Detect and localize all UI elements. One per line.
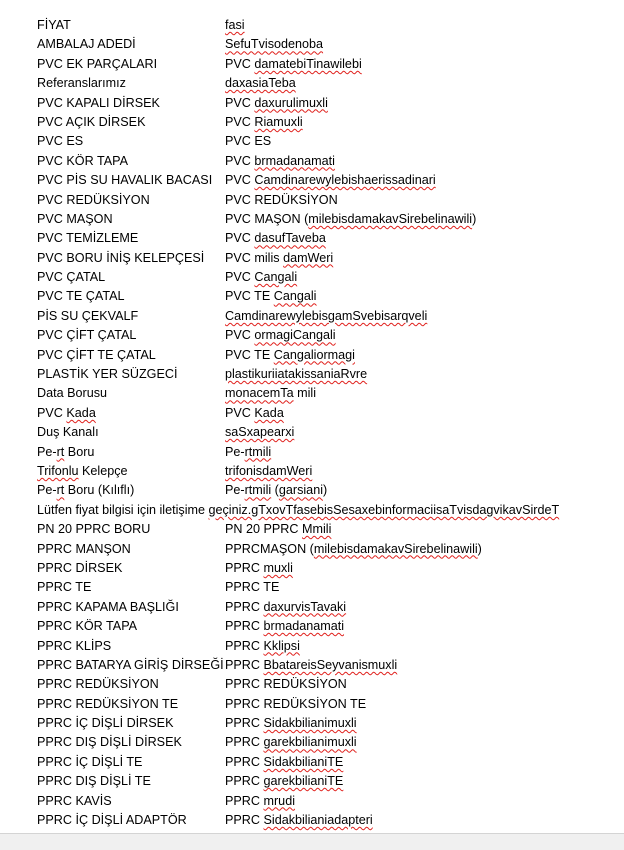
text-run: PPRC bbox=[225, 813, 264, 828]
text-run: PPRC bbox=[225, 735, 264, 750]
text-run: Boru (Kılıflı) bbox=[64, 483, 135, 498]
turkish-term bbox=[37, 772, 151, 791]
text-run: PPRC İÇ DİŞLİ ADAPTÖR bbox=[37, 813, 187, 828]
turkish-term bbox=[37, 578, 91, 597]
text-run: PVC TE bbox=[225, 289, 274, 304]
table-row bbox=[37, 365, 624, 384]
text-run: Data Borusu bbox=[37, 386, 108, 401]
table-row bbox=[37, 55, 624, 74]
spellcheck-word: Cangaliormagi bbox=[273, 347, 355, 362]
table-row bbox=[37, 191, 624, 210]
turkish-term bbox=[37, 307, 138, 326]
spellcheck-word: Trifonlu bbox=[37, 463, 79, 478]
table-row bbox=[37, 404, 624, 423]
georgian-translation bbox=[225, 113, 303, 132]
spellcheck-word: plastikuriiatakissaniaRvre bbox=[225, 367, 368, 382]
text-run: PVC KAPALI DİRSEK bbox=[37, 95, 160, 110]
georgian-translation bbox=[225, 656, 397, 675]
georgian-translation bbox=[225, 152, 335, 171]
text-run: PVC MAŞON ( bbox=[225, 211, 309, 226]
turkish-term bbox=[37, 268, 105, 287]
turkish-term bbox=[37, 404, 96, 423]
table-row bbox=[37, 35, 624, 54]
text-run: ) bbox=[477, 541, 482, 556]
table-row bbox=[37, 714, 624, 733]
text-run: PPRC bbox=[225, 619, 264, 634]
turkish-term bbox=[37, 501, 559, 520]
text-run: PVC ES bbox=[37, 134, 84, 149]
georgian-translation bbox=[225, 249, 333, 268]
table-row bbox=[37, 132, 624, 151]
georgian-translation bbox=[225, 94, 328, 113]
turkish-term bbox=[37, 559, 122, 578]
table-row bbox=[37, 74, 624, 93]
spellcheck-word: brmadanamati bbox=[254, 153, 335, 168]
table-row bbox=[37, 675, 624, 694]
turkish-term bbox=[37, 423, 99, 442]
georgian-translation bbox=[225, 326, 336, 345]
text-run: PPRC DİRSEK bbox=[37, 560, 123, 575]
turkish-term bbox=[37, 94, 160, 113]
turkish-term bbox=[37, 675, 159, 694]
georgian-translation bbox=[225, 365, 367, 384]
text-run: PPRC KAVİS bbox=[37, 793, 112, 808]
spellcheck-word: rtmili bbox=[244, 483, 272, 498]
text-run: PVC milis bbox=[225, 250, 284, 265]
text-run: PVC ÇİFT ÇATAL bbox=[37, 328, 137, 343]
text-run: PPRC İÇ DİŞLİ TE bbox=[37, 754, 143, 769]
turkish-term bbox=[37, 714, 173, 733]
georgian-translation bbox=[225, 132, 271, 151]
text-run: Kelepçe bbox=[78, 463, 128, 478]
turkish-term bbox=[37, 637, 111, 656]
spellcheck-word: fasi bbox=[225, 18, 245, 32]
georgian-translation bbox=[225, 229, 326, 248]
spellcheck-word: brmadanamati bbox=[263, 619, 345, 634]
georgian-translation bbox=[225, 695, 366, 714]
text-run: Referanslarımız bbox=[37, 76, 126, 91]
table-row bbox=[37, 113, 624, 132]
table-row bbox=[37, 753, 624, 772]
text-run: PVC EK PARÇALARI bbox=[37, 56, 158, 71]
georgian-translation bbox=[225, 792, 295, 811]
spellcheck-word: Cangali bbox=[273, 289, 317, 304]
turkish-term bbox=[37, 35, 136, 54]
text-run: PPRC bbox=[225, 599, 264, 614]
text-run: PVC AÇIK DİRSEK bbox=[37, 114, 146, 129]
turkish-term bbox=[37, 229, 138, 248]
georgian-translation bbox=[225, 346, 355, 365]
georgian-translation bbox=[225, 481, 327, 500]
spellcheck-word: dasufTaveba bbox=[254, 231, 326, 246]
text-run: PPRC bbox=[225, 638, 264, 653]
table-row bbox=[37, 501, 624, 520]
text-run: PVC TEMİZLEME bbox=[37, 231, 139, 246]
text-run: PVC bbox=[225, 405, 255, 420]
spellcheck-word: garekbilianiTE bbox=[263, 774, 344, 789]
table-row bbox=[37, 346, 624, 365]
spellcheck-word: rt bbox=[56, 444, 65, 459]
text-run: PVC bbox=[225, 270, 255, 285]
turkish-term bbox=[37, 365, 177, 384]
spellcheck-word: milebisdamakavSirebelinawili bbox=[313, 541, 478, 556]
text-run: ( bbox=[271, 483, 279, 498]
georgian-translation bbox=[225, 210, 476, 229]
georgian-translation bbox=[225, 520, 331, 539]
georgian-translation bbox=[225, 675, 347, 694]
text-run: PPRC REDÜKSİYON TE bbox=[37, 696, 179, 711]
text-run: PVC ÇİFT TE ÇATAL bbox=[37, 347, 156, 362]
georgian-translation bbox=[225, 772, 343, 791]
text-run: Pe- bbox=[37, 483, 57, 498]
text-run: PPRC bbox=[225, 560, 264, 575]
text-run: Boru bbox=[64, 444, 95, 459]
text-run: PN 20 PPRC BORU bbox=[37, 522, 151, 537]
georgian-translation bbox=[225, 191, 338, 210]
spellcheck-word: rt bbox=[56, 483, 65, 498]
spellcheck-word: muxli bbox=[263, 560, 293, 575]
georgian-translation bbox=[225, 714, 357, 733]
text-run: PPRC REDÜKSİYON bbox=[37, 677, 159, 692]
text-run: PPRC bbox=[225, 754, 264, 769]
spellcheck-word: Camdinarewylebishaerissadinari bbox=[254, 173, 436, 188]
text-run: FİYAT bbox=[37, 18, 71, 32]
georgian-translation bbox=[225, 287, 316, 306]
table-row bbox=[37, 423, 624, 442]
spellcheck-word: trifonisdamWeri bbox=[225, 463, 313, 478]
turkish-term bbox=[37, 171, 212, 190]
text-run: AMBALAJ ADEDİ bbox=[37, 37, 136, 52]
spellcheck-word: ormagiCangali bbox=[254, 328, 336, 343]
text-run: PPRC TE bbox=[37, 580, 92, 595]
georgian-translation bbox=[225, 171, 436, 190]
turkish-term bbox=[37, 74, 126, 93]
georgian-translation bbox=[225, 540, 482, 559]
spellcheck-word: Kklipsi bbox=[263, 638, 300, 653]
text-run: PPRC bbox=[225, 657, 264, 672]
text-run: Pe- bbox=[225, 483, 245, 498]
georgian-translation bbox=[225, 733, 357, 752]
text-run: Pe- bbox=[37, 444, 57, 459]
table-row bbox=[37, 811, 624, 830]
georgian-translation bbox=[225, 598, 346, 617]
table-row bbox=[37, 249, 624, 268]
turkish-term bbox=[37, 462, 128, 481]
spellcheck-word: damatebiTinawilebi bbox=[254, 56, 362, 71]
text-run: PLASTİK YER SÜZGECİ bbox=[37, 367, 178, 382]
table-row bbox=[37, 559, 624, 578]
table-row bbox=[37, 520, 624, 539]
text-run: PVC bbox=[225, 173, 255, 188]
text-run: PVC ES bbox=[225, 134, 272, 149]
text-run: PVC bbox=[225, 114, 255, 129]
text-run: PVC bbox=[225, 153, 255, 168]
spellcheck-word: Kada bbox=[66, 405, 96, 420]
text-run: PPRCMAŞON ( bbox=[225, 541, 314, 556]
turkish-term bbox=[37, 55, 157, 74]
text-run: PPRC bbox=[225, 774, 264, 789]
text-run: PVC bbox=[225, 95, 255, 110]
table-row bbox=[37, 268, 624, 287]
turkish-term bbox=[37, 443, 94, 462]
text-run: PPRC REDÜKSİYON TE bbox=[225, 696, 367, 711]
spellcheck-word: Cangali bbox=[254, 270, 298, 285]
text-run: ) bbox=[472, 211, 477, 226]
text-run: PPRC KAPAMA BAŞLIĞI bbox=[37, 599, 179, 614]
spellcheck-word: saSxapearxi bbox=[225, 425, 295, 440]
turkish-term bbox=[37, 792, 112, 811]
turkish-term bbox=[37, 152, 128, 171]
turkish-term bbox=[37, 249, 204, 268]
georgian-translation bbox=[225, 35, 323, 54]
table-row bbox=[37, 637, 624, 656]
turkish-term bbox=[37, 346, 156, 365]
turkish-term bbox=[37, 113, 145, 132]
georgian-translation bbox=[225, 384, 316, 403]
georgian-translation bbox=[225, 307, 427, 326]
text-run: PPRC MANŞON bbox=[37, 541, 131, 556]
table-row bbox=[37, 792, 624, 811]
text-run: PVC bbox=[37, 405, 67, 420]
text-run: PVC bbox=[225, 231, 255, 246]
table-row bbox=[37, 171, 624, 190]
table-row bbox=[37, 540, 624, 559]
table-row bbox=[37, 229, 624, 248]
text-run: PPRC bbox=[225, 793, 264, 808]
text-run: PPRC DIŞ DİŞLİ TE bbox=[37, 774, 151, 789]
spellcheck-word: Sidakbilianiadapteri bbox=[263, 813, 373, 828]
turkish-term bbox=[37, 656, 224, 675]
text-run: PPRC BATARYA GİRİŞ DİRSEĞİ bbox=[37, 657, 224, 672]
document-body bbox=[37, 16, 624, 830]
georgian-translation bbox=[225, 559, 293, 578]
text-run: Pe- bbox=[225, 444, 245, 459]
turkish-term bbox=[37, 287, 124, 306]
table-row bbox=[37, 16, 624, 35]
table-row bbox=[37, 772, 624, 791]
turkish-term bbox=[37, 16, 71, 35]
text-run: PVC REDÜKSİYON bbox=[225, 192, 338, 207]
spellcheck-word: SefuTvisodenoba bbox=[225, 37, 324, 52]
table-row bbox=[37, 481, 624, 500]
table-row bbox=[37, 326, 624, 345]
spellcheck-word: damWeri bbox=[283, 250, 334, 265]
turkish-term bbox=[37, 384, 107, 403]
turkish-term bbox=[37, 132, 83, 151]
spellcheck-word: mrudi bbox=[263, 793, 295, 808]
spellcheck-word: Mmili bbox=[302, 522, 332, 537]
text-run: PVC PİS SU HAVALIK BACASI bbox=[37, 173, 213, 188]
text-run: PVC MAŞON bbox=[37, 211, 113, 226]
scrollbar-thumb[interactable] bbox=[0, 837, 30, 846]
georgian-translation bbox=[225, 753, 343, 772]
text-run: PPRC İÇ DİŞLİ DİRSEK bbox=[37, 716, 174, 731]
turkish-term bbox=[37, 540, 131, 559]
table-row bbox=[37, 656, 624, 675]
text-run: PPRC KLİPS bbox=[37, 638, 112, 653]
turkish-term bbox=[37, 481, 134, 500]
turkish-term bbox=[37, 695, 178, 714]
table-row bbox=[37, 617, 624, 636]
text-run: Lütfen fiyat bilgisi için iletişime bbox=[37, 502, 209, 517]
table-row bbox=[37, 733, 624, 752]
table-row bbox=[37, 462, 624, 481]
spellcheck-word: monacemTa bbox=[225, 386, 294, 401]
table-row bbox=[37, 94, 624, 113]
turkish-term bbox=[37, 733, 182, 752]
table-row bbox=[37, 210, 624, 229]
turkish-term bbox=[37, 753, 142, 772]
georgian-translation bbox=[225, 55, 362, 74]
turkish-term bbox=[37, 520, 150, 539]
text-run: PPRC REDÜKSİYON bbox=[225, 677, 347, 692]
spellcheck-word: rtmili bbox=[244, 444, 272, 459]
georgian-translation bbox=[225, 404, 284, 423]
turkish-term bbox=[37, 326, 136, 345]
georgian-translation bbox=[225, 578, 279, 597]
turkish-term bbox=[37, 191, 150, 210]
georgian-translation bbox=[225, 423, 294, 442]
table-row bbox=[37, 578, 624, 597]
text-run: PVC KÖR TAPA bbox=[37, 153, 128, 168]
table-row bbox=[37, 598, 624, 617]
text-run: PN 20 PPRC bbox=[225, 522, 302, 537]
text-run: PPRC TE bbox=[225, 580, 280, 595]
spellcheck-word: daxurulimuxli bbox=[254, 95, 328, 110]
text-run: PVC TE ÇATAL bbox=[37, 289, 125, 304]
spellcheck-word: Sidakbilianimuxli bbox=[263, 716, 357, 731]
spellcheck-word: Kada bbox=[254, 405, 284, 420]
text-run: PVC bbox=[225, 56, 255, 71]
spellcheck-word: geçiniz.gTxovTfasebisSesaxebinformaciisaTvisdagvikavSirdeT bbox=[208, 502, 560, 517]
turkish-term bbox=[37, 617, 137, 636]
text-run: PVC BORU İNİŞ KELEPÇESİ bbox=[37, 250, 205, 265]
georgian-translation bbox=[225, 637, 300, 656]
text-run: PPRC DIŞ DİŞLİ DİRSEK bbox=[37, 735, 182, 750]
spellcheck-word: milebisdamakavSirebelinawili bbox=[308, 211, 473, 226]
georgian-translation bbox=[225, 443, 271, 462]
text-run: PİS SU ÇEKVALF bbox=[37, 308, 139, 323]
spellcheck-word: BbatareisSeyvanismuxli bbox=[263, 657, 398, 672]
table-row bbox=[37, 287, 624, 306]
spellcheck-word: daxurvisTavaki bbox=[263, 599, 347, 614]
text-run: PPRC bbox=[225, 716, 264, 731]
spellcheck-word: garekbilianimuxli bbox=[263, 735, 357, 750]
spellcheck-word: daxasiaTeba bbox=[225, 76, 296, 91]
table-row bbox=[37, 307, 624, 326]
text-run: ) bbox=[323, 483, 328, 498]
table-row bbox=[37, 384, 624, 403]
georgian-translation bbox=[225, 811, 373, 830]
spellcheck-word: Riamuxli bbox=[254, 114, 303, 129]
text-run: Duş Kanalı bbox=[37, 425, 99, 440]
georgian-translation bbox=[225, 268, 297, 287]
table-row bbox=[37, 152, 624, 171]
georgian-translation bbox=[225, 74, 296, 93]
text-run: PVC bbox=[225, 328, 255, 343]
georgian-translation bbox=[225, 462, 312, 481]
table-row bbox=[37, 695, 624, 714]
spellcheck-word: garsiani bbox=[278, 483, 323, 498]
spellcheck-word: CamdinarewylebisgamSvebisarqveli bbox=[225, 308, 428, 323]
georgian-translation bbox=[225, 16, 245, 35]
table-row bbox=[37, 443, 624, 462]
text-run: PVC ÇATAL bbox=[37, 270, 106, 285]
turkish-term bbox=[37, 210, 113, 229]
text-run: mili bbox=[293, 386, 316, 401]
turkish-term bbox=[37, 811, 187, 830]
georgian-translation bbox=[225, 617, 344, 636]
horizontal-scrollbar[interactable] bbox=[0, 833, 624, 850]
text-run: PPRC KÖR TAPA bbox=[37, 619, 138, 634]
text-run: PVC TE bbox=[225, 347, 274, 362]
spellcheck-word: SidakbilianiTE bbox=[263, 754, 344, 769]
text-run: PVC REDÜKSİYON bbox=[37, 192, 150, 207]
turkish-term bbox=[37, 598, 179, 617]
